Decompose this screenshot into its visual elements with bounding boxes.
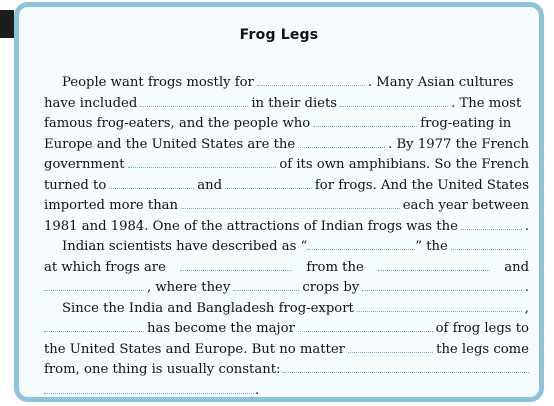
text-segment: Europe and the United States are the <box>44 136 296 152</box>
blank-field[interactable] <box>283 361 529 373</box>
text-line <box>44 73 529 94</box>
text-line <box>44 155 529 176</box>
text-segment: the legs come <box>436 341 529 357</box>
blank-field[interactable] <box>109 177 194 189</box>
blank-field[interactable] <box>140 95 248 107</box>
blank-field[interactable] <box>298 136 385 148</box>
text-segment: of its own amphibians. So the French <box>279 157 529 172</box>
blank-field[interactable] <box>298 320 433 332</box>
text-line <box>44 196 529 217</box>
text-segment: . <box>524 218 529 234</box>
text-segment: crops by <box>302 280 360 295</box>
blank-field[interactable] <box>348 341 433 353</box>
text-segment: at which frogs are <box>44 259 166 275</box>
blank-field[interactable] <box>128 156 277 168</box>
text-segment: has become the major <box>147 321 295 336</box>
text-segment: . Many Asian cultures <box>367 75 514 90</box>
text-segment: imported more than <box>44 198 179 213</box>
text-line <box>44 217 529 238</box>
margin-tab <box>0 10 14 38</box>
text-segment: People want frogs mostly for <box>62 75 254 90</box>
blank-field[interactable] <box>180 259 292 271</box>
text-segment: the United States and Europe. But no matter <box>44 341 345 357</box>
text-line <box>44 114 529 135</box>
blank-field[interactable] <box>362 279 522 291</box>
text-segment: , where they <box>147 280 231 295</box>
blank-field[interactable] <box>44 279 144 291</box>
text-line <box>44 340 529 361</box>
blank-field[interactable] <box>461 218 522 230</box>
blank-field[interactable] <box>340 95 448 107</box>
blank-field[interactable] <box>181 197 400 209</box>
text-line <box>44 278 529 299</box>
text-segment: have included <box>44 95 138 111</box>
text-line <box>44 381 529 402</box>
text-segment: . <box>255 382 260 398</box>
text-segment: frog-eating in <box>420 116 512 131</box>
text-segment: from the <box>306 259 364 275</box>
blank-field[interactable] <box>357 300 522 312</box>
text-segment: . The most <box>451 95 522 111</box>
worksheet-card <box>14 2 544 402</box>
blank-field[interactable] <box>313 115 417 127</box>
text-line <box>44 299 529 320</box>
text-segment: from, one thing is usually constant: <box>44 362 281 377</box>
text-segment: government <box>44 157 125 172</box>
blank-field[interactable] <box>233 279 299 291</box>
text-segment: 1981 and 1984. One of the attractions of Indian frogs was the <box>44 218 458 234</box>
worksheet-title: Frog Legs <box>239 27 319 43</box>
text-segment: and <box>197 177 223 193</box>
text-line <box>44 258 529 279</box>
text-segment: and <box>504 259 530 275</box>
text-segment: ” the <box>415 239 448 254</box>
blank-field[interactable] <box>225 177 312 189</box>
text-segment: famous frog-eaters, and the people who <box>44 116 311 131</box>
text-segment: for frogs. And the United States <box>314 177 529 193</box>
text-segment: Since the India and Bangladesh frog-export <box>62 300 354 316</box>
text-line <box>44 360 529 381</box>
text-line <box>44 176 529 197</box>
text-segment: of frog legs to <box>435 321 529 336</box>
text-line <box>44 237 529 258</box>
text-segment: . By 1977 the French <box>388 136 529 152</box>
blank-field[interactable] <box>451 238 526 250</box>
text-segment: . <box>524 280 529 295</box>
text-segment: Indian scientists have described as “ <box>62 239 308 254</box>
text-line <box>44 319 529 340</box>
blank-field[interactable] <box>378 259 490 271</box>
text-segment: in their diets <box>251 95 338 111</box>
text-line <box>44 94 529 115</box>
cloze-paragraphs <box>44 73 529 401</box>
blank-field[interactable] <box>44 320 144 332</box>
blank-field[interactable] <box>257 74 365 86</box>
text-segment: each year between <box>402 198 529 213</box>
blank-field[interactable] <box>307 238 415 250</box>
text-segment: , <box>524 300 529 316</box>
blank-field[interactable] <box>44 382 254 394</box>
text-segment: turned to <box>44 177 107 193</box>
text-line <box>44 135 529 156</box>
